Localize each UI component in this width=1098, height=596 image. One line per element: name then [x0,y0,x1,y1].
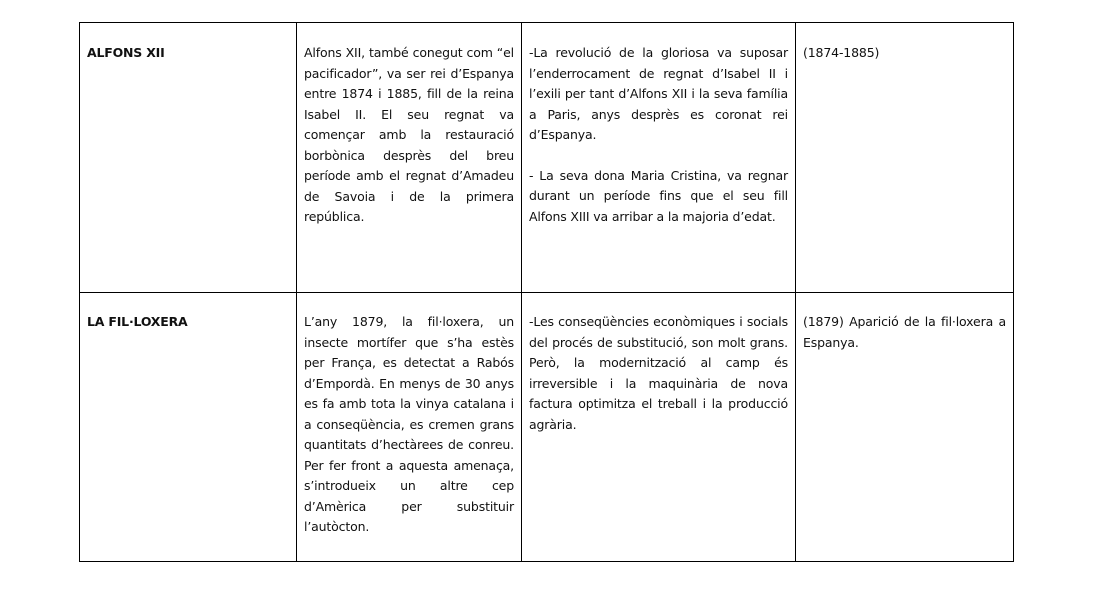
date-text: (1879) Aparició de la fil·loxera a Espanya. [803,314,1006,350]
date-text: (1874-1885) [803,45,880,60]
date-cell [796,23,1014,293]
table-row [80,23,1014,293]
description-cell [297,23,522,293]
description-cell [297,293,522,562]
consequences-cell [522,293,796,562]
date-cell [796,293,1014,562]
consequence-paragraph: - La seva dona Maria Cristina, va regnar durant un període fins que el seu fill Alfons XIII va arribar a la majoria d’edat. [529,167,788,224]
description-text: L’any 1879, la fil·loxera, un insecte mortífer que s’ha estès per França, es detectat a Rabós d’Empordà. En menys de 30 anys es fa amb tota la vinya catalana i a conseqüència, es cremen grans quantitats d’hectàrees de conreu. Per fer front a aquesta amenaça, s’introdueix un altre cep d’Amèrica per substituir l’autòcton. [304,314,514,534]
row-title-cell [80,293,297,562]
consequence-paragraph: -Les conseqüències econòmiques i socials del procés de substitució, son molt grans. Però, la modernització al camp és irreversible i la maquinària de nova factura optimitza el treball i la producció agrària. [529,314,788,432]
row-title-cell [80,23,297,293]
consequence-paragraph: -La revolució de la gloriosa va suposar l’enderrocament de regnat d’Isabel II i l’exili per tant d’Alfons XII i la seva família a Paris, anys desprès es coronat rei d’Espanya. [529,45,788,142]
consequences-cell [522,23,796,293]
table-row [80,293,1014,562]
row-title: LA FIL·LOXERA [87,314,188,329]
row-title: ALFONS XII [87,45,165,60]
history-table [79,22,1014,562]
description-text: Alfons XII, també conegut com “el pacificador”, va ser rei d’Espanya entre 1874 i 1885, fill de la reina Isabel II. El seu regnat va començar amb la restauració borbònica desprès del breu període amb el regnat d’Amadeu de Savoia i de la primera república. [304,45,514,224]
